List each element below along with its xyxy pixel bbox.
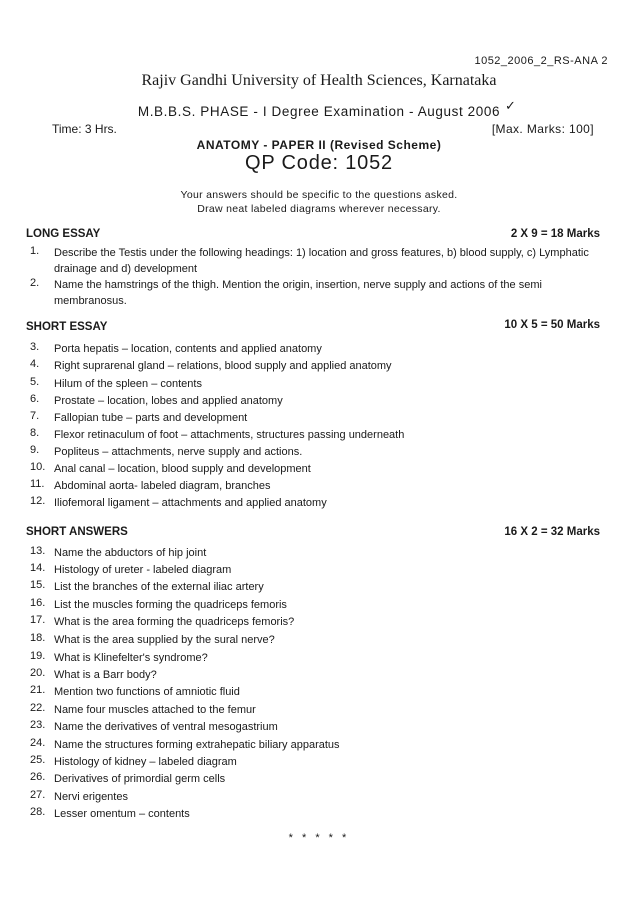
question-text: Iliofemoral ligament – attachments and applied anatomy — [54, 497, 327, 509]
question-number: 28. — [30, 806, 46, 818]
question-text: Nervi erigentes — [54, 791, 128, 803]
question-number: 10. — [30, 461, 46, 473]
question-number: 13. — [30, 545, 46, 557]
qp-code: QP Code: 1052 — [245, 152, 393, 174]
question-number: 27. — [30, 789, 46, 801]
question-number: 4. — [30, 358, 40, 370]
question-text: Prostate – location, lobes and applied anatomy — [54, 395, 283, 407]
question-text: Name the structures forming extrahepatic biliary apparatus — [54, 739, 340, 751]
question-text: Popliteus – attachments, nerve supply and actions. — [54, 446, 303, 458]
instruction-line-2: Draw neat labeled diagrams wherever necessary. — [197, 203, 441, 215]
section-title-long-essay: LONG ESSAY — [26, 228, 101, 240]
question-text: Porta hepatis – location, contents and applied anatomy — [54, 343, 322, 355]
question-number: 18. — [30, 632, 46, 644]
question-number: 7. — [30, 410, 40, 422]
question-text: Fallopian tube – parts and development — [54, 412, 248, 424]
question-number: 12. — [30, 495, 46, 507]
question-number: 2. — [30, 277, 40, 289]
section-marks-long-essay: 2 X 9 = 18 Marks — [510, 228, 600, 240]
section-title-short-essay: SHORT ESSAY — [26, 321, 108, 333]
question-text: What is a Barr body? — [54, 669, 157, 681]
question-text: Name the abductors of hip joint — [54, 547, 207, 559]
question-number: 9. — [30, 444, 40, 456]
question-text: Abdominal aorta- labeled diagram, branches — [54, 480, 271, 492]
question-number: 22. — [30, 702, 46, 714]
question-number: 16. — [30, 597, 46, 609]
question-number: 17. — [30, 614, 46, 626]
question-text: What is the area supplied by the sural nerve? — [54, 634, 275, 646]
question-number: 15. — [30, 579, 46, 591]
question-text: Histology of kidney – labeled diagram — [54, 756, 237, 768]
question-text: Lesser omentum – contents — [54, 808, 190, 820]
section-marks-short-answers: 16 X 2 = 32 Marks — [504, 526, 600, 538]
question-text: Describe the Testis under the following headings: 1) location and gross features, b) blood supply, c) Lymphatic drainage and d) development — [54, 247, 589, 275]
question-text: Flexor retinaculum of foot – attachments, structures passing underneath — [54, 429, 405, 441]
question-text: Name four muscles attached to the femur — [54, 704, 256, 716]
question-number: 11. — [30, 478, 45, 490]
section-marks-short-essay: 10 X 5 = 50 Marks — [504, 319, 600, 331]
question-text: Right suprarenal gland – relations, blood supply and applied anatomy — [54, 360, 392, 372]
section-title-short-answers: SHORT ANSWERS — [26, 526, 128, 538]
question-number: 6. — [30, 393, 40, 405]
question-text: Histology of ureter - labeled diagram — [54, 564, 232, 576]
question-text: Name the hamstrings of the thigh. Mention the origin, insertion, nerve supply and actions of the semi membranosus. — [54, 279, 542, 307]
question-text: Name the derivatives of ventral mesogastrium — [54, 721, 278, 733]
question-number: 24. — [30, 737, 46, 749]
question-number: 1. — [30, 245, 40, 257]
question-number: 23. — [30, 719, 46, 731]
question-text: Derivatives of primordial germ cells — [54, 773, 226, 785]
university-name: Rajiv Gandhi University of Health Sciences, Karnataka — [141, 72, 497, 89]
question-number: 26. — [30, 771, 46, 783]
paper-title: ANATOMY - PAPER II (Revised Scheme) — [196, 138, 442, 152]
max-marks: [Max. Marks: 100] — [491, 122, 594, 136]
end-marker: * * * * * — [288, 832, 350, 844]
question-number: 25. — [30, 754, 46, 766]
instruction-line-1: Your answers should be specific to the questions asked. — [180, 189, 458, 201]
exam-duration: Time: 3 Hrs. — [52, 122, 117, 136]
tick-mark-icon: ✓ — [505, 98, 516, 113]
question-text: List the branches of the external iliac artery — [54, 581, 264, 593]
question-text: What is Klinefelter's syndrome? — [54, 652, 208, 664]
question-text: Mention two functions of amniotic fluid — [54, 686, 240, 698]
question-number: 3. — [30, 341, 40, 353]
question-number: 21. — [30, 684, 46, 696]
question-number: 8. — [30, 427, 40, 439]
question-text: List the muscles forming the quadriceps femoris — [54, 599, 287, 611]
document-code: 1052_2006_2_RS-ANA 2 — [474, 55, 608, 67]
question-text: What is the area forming the quadriceps femoris? — [54, 616, 295, 628]
exam-title: M.B.B.S. PHASE - I Degree Examination - August 2006 — [137, 104, 501, 119]
question-text: Hilum of the spleen – contents — [54, 378, 202, 390]
question-number: 5. — [30, 376, 40, 388]
question-number: 14. — [30, 562, 46, 574]
question-number: 20. — [30, 667, 46, 679]
question-text: Anal canal – location, blood supply and development — [54, 463, 311, 475]
question-number: 19. — [30, 650, 46, 662]
